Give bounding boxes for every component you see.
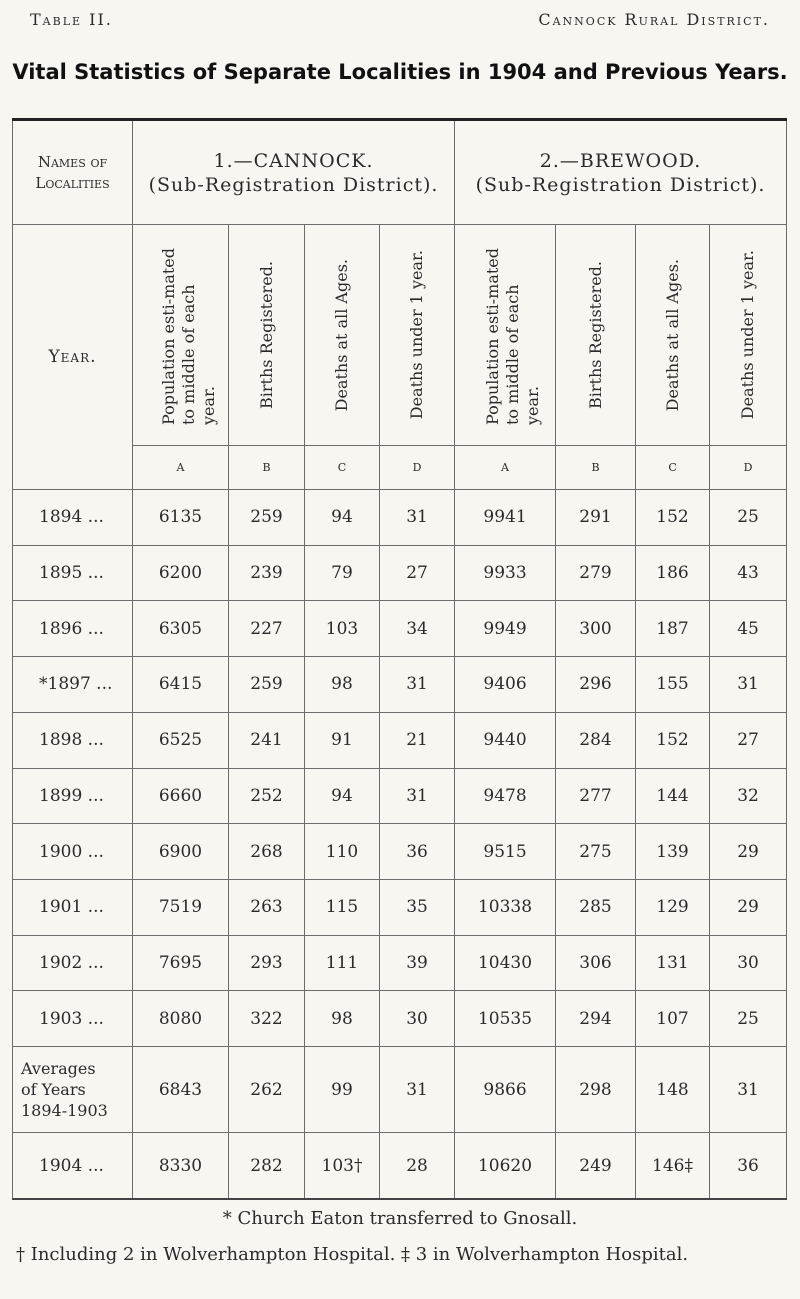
brewood-value-cell: 9440	[455, 712, 556, 768]
cannock-value-cell: 94	[305, 489, 380, 545]
year-1904-label: 1904 ...	[13, 1133, 133, 1199]
population-header: Population esti-mated to middle of each year.	[158, 247, 218, 425]
header-district-row	[13, 120, 787, 225]
district-header-brewood	[455, 120, 787, 225]
cannock-value-cell: 31	[380, 768, 455, 824]
vital-statistics-table	[12, 118, 787, 1200]
deaths-under-1-header: Deaths under 1 year.	[407, 250, 427, 420]
cannock-value-cell: 31	[380, 657, 455, 713]
cannock-value-cell: 79	[305, 545, 380, 601]
cannock-value-cell: 98	[305, 991, 380, 1047]
brewood-value-cell: 186	[636, 545, 710, 601]
brewood-value-cell: 30	[710, 935, 787, 991]
footnote-hospital: † Including 2 in Wolverhampton Hospital. ‡ 3 in Wolverhampton Hospital.	[16, 1244, 689, 1265]
brewood-value-cell: 29	[710, 879, 787, 935]
brewood-value-cell: 285	[556, 879, 636, 935]
cannock-value-cell: 91	[305, 712, 380, 768]
table-row	[13, 601, 787, 657]
year-1904-cell: 10620	[455, 1133, 556, 1199]
running-head-left: Table II.	[30, 10, 113, 29]
district-header-cannock	[133, 120, 455, 225]
brewood-value-cell: 31	[710, 657, 787, 713]
year-cell: 1899 ...	[13, 768, 133, 824]
brewood-value-cell: 10338	[455, 879, 556, 935]
cannock-value-cell: 263	[229, 879, 305, 935]
average-cell: 31	[710, 1047, 787, 1133]
table-row	[13, 657, 787, 713]
brewood-value-cell: 45	[710, 601, 787, 657]
brewood-value-cell: 25	[710, 489, 787, 545]
data-rows	[13, 489, 787, 1046]
brewood-value-cell: 9933	[455, 545, 556, 601]
average-cell: 6843	[133, 1047, 229, 1133]
running-head	[30, 10, 770, 29]
cannock-value-cell: 6305	[133, 601, 229, 657]
average-cell: 9866	[455, 1047, 556, 1133]
cannock-value-cell: 30	[380, 991, 455, 1047]
deaths-under-1-header: Deaths under 1 year.	[738, 250, 758, 420]
population-header: Population esti-mated to middle of each year.	[483, 247, 543, 425]
header-column-row	[13, 225, 787, 446]
year-1904-cell: 249	[556, 1133, 636, 1199]
column-letter: B	[229, 445, 305, 489]
column-header	[305, 225, 380, 446]
names-of-localities-label: Names of Localities	[35, 152, 110, 192]
brewood-value-cell: 294	[556, 991, 636, 1047]
cannock-value-cell: 6525	[133, 712, 229, 768]
deaths-all-ages-header: Deaths at all Ages.	[332, 258, 351, 412]
table-row	[13, 824, 787, 880]
cannock-value-cell: 239	[229, 545, 305, 601]
column-header	[636, 225, 710, 446]
cannock-value-cell: 36	[380, 824, 455, 880]
deaths-all-ages-header: Deaths at all Ages.	[662, 258, 682, 412]
year-cell: 1900 ...	[13, 824, 133, 880]
cannock-value-cell: 259	[229, 489, 305, 545]
brewood-value-cell: 27	[710, 712, 787, 768]
year-cell: 1896 ...	[13, 601, 133, 657]
column-letter: C	[305, 445, 380, 489]
brewood-value-cell: 187	[636, 601, 710, 657]
brewood-value-cell: 291	[556, 489, 636, 545]
averages-row	[13, 1047, 787, 1133]
district-name-cannock: 1.—CANNOCK.	[213, 149, 374, 172]
district-sub-brewood: (Sub-Registration District).	[475, 173, 766, 196]
brewood-value-cell: 306	[556, 935, 636, 991]
year-1904-cell: 282	[229, 1133, 305, 1199]
births-header: Births Registered.	[585, 260, 605, 409]
cannock-value-cell: 31	[380, 489, 455, 545]
cannock-value-cell: 227	[229, 601, 305, 657]
column-letter: C	[636, 445, 710, 489]
column-header	[710, 225, 787, 446]
cannock-value-cell: 94	[305, 768, 380, 824]
average-cell: 31	[380, 1047, 455, 1133]
cannock-value-cell: 7695	[133, 935, 229, 991]
brewood-value-cell: 9949	[455, 601, 556, 657]
brewood-value-cell: 32	[710, 768, 787, 824]
brewood-value-cell: 279	[556, 545, 636, 601]
column-letter: D	[710, 445, 787, 489]
brewood-value-cell: 9941	[455, 489, 556, 545]
column-header	[133, 225, 229, 446]
table-row	[13, 935, 787, 991]
averages-label-line: Averages	[21, 1059, 96, 1079]
table-row	[13, 991, 787, 1047]
brewood-value-cell: 277	[556, 768, 636, 824]
cannock-value-cell: 268	[229, 824, 305, 880]
brewood-value-cell: 275	[556, 824, 636, 880]
cannock-value-cell: 6415	[133, 657, 229, 713]
births-header: Births Registered.	[256, 260, 276, 409]
cannock-value-cell: 252	[229, 768, 305, 824]
year-1904-cell: 36	[710, 1133, 787, 1199]
brewood-value-cell: 284	[556, 712, 636, 768]
cannock-value-cell: 7519	[133, 879, 229, 935]
average-cell: 298	[556, 1047, 636, 1133]
average-cell: 99	[305, 1047, 380, 1133]
year-cell: 1901 ...	[13, 879, 133, 935]
year-1904-cell: 146‡	[636, 1133, 710, 1199]
brewood-value-cell: 131	[636, 935, 710, 991]
brewood-value-cell: 10430	[455, 935, 556, 991]
column-header	[380, 225, 455, 446]
year-cell: 1895 ...	[13, 545, 133, 601]
brewood-value-cell: 9515	[455, 824, 556, 880]
brewood-value-cell: 43	[710, 545, 787, 601]
year-cell: 1894 ...	[13, 489, 133, 545]
cannock-value-cell: 6135	[133, 489, 229, 545]
average-cell: 262	[229, 1047, 305, 1133]
year-1904-cell: 28	[380, 1133, 455, 1199]
cannock-value-cell: 21	[380, 712, 455, 768]
brewood-value-cell: 139	[636, 824, 710, 880]
brewood-value-cell: 129	[636, 879, 710, 935]
cannock-value-cell: 259	[229, 657, 305, 713]
cannock-value-cell: 6200	[133, 545, 229, 601]
cannock-value-cell: 35	[380, 879, 455, 935]
year-cell: *1897 ...	[13, 657, 133, 713]
cannock-value-cell: 34	[380, 601, 455, 657]
cannock-value-cell: 322	[229, 991, 305, 1047]
brewood-value-cell: 296	[556, 657, 636, 713]
brewood-value-cell: 152	[636, 712, 710, 768]
brewood-value-cell: 10535	[455, 991, 556, 1047]
table-row	[13, 545, 787, 601]
averages-label	[13, 1047, 133, 1133]
brewood-value-cell: 152	[636, 489, 710, 545]
column-header	[455, 225, 556, 446]
page-title: Vital Statistics of Separate Localities in 1904 and Previous Years.	[12, 60, 788, 84]
cannock-value-cell: 110	[305, 824, 380, 880]
cannock-value-cell: 293	[229, 935, 305, 991]
brewood-value-cell: 144	[636, 768, 710, 824]
column-letter: A	[133, 445, 229, 489]
brewood-value-cell: 107	[636, 991, 710, 1047]
column-header	[229, 225, 305, 446]
brewood-value-cell: 9406	[455, 657, 556, 713]
cannock-value-cell: 6660	[133, 768, 229, 824]
cannock-value-cell: 6900	[133, 824, 229, 880]
averages-label-line: of Years	[21, 1080, 86, 1100]
table-row	[13, 879, 787, 935]
cannock-value-cell: 98	[305, 657, 380, 713]
averages-label-line: 1894-1903	[21, 1101, 108, 1121]
column-header	[556, 225, 636, 446]
year-cell: 1898 ...	[13, 712, 133, 768]
year-cell: 1903 ...	[13, 991, 133, 1047]
brewood-value-cell: 155	[636, 657, 710, 713]
year-cell: 1902 ...	[13, 935, 133, 991]
running-head-right: Cannock Rural District.	[538, 10, 770, 29]
table-row	[13, 489, 787, 545]
brewood-value-cell: 300	[556, 601, 636, 657]
brewood-value-cell: 29	[710, 824, 787, 880]
footnote-church-eaton: * Church Eaton transferred to Gnosall.	[222, 1208, 578, 1229]
column-letter: D	[380, 445, 455, 489]
average-cell: 148	[636, 1047, 710, 1133]
table-row	[13, 712, 787, 768]
cannock-value-cell: 241	[229, 712, 305, 768]
year-1904-cell: 103†	[305, 1133, 380, 1199]
district-name-brewood: 2.—BREWOOD.	[539, 149, 702, 172]
year-1904-row	[13, 1133, 787, 1199]
cannock-value-cell: 8080	[133, 991, 229, 1047]
cannock-value-cell: 103	[305, 601, 380, 657]
year-header	[13, 225, 133, 490]
brewood-value-cell: 25	[710, 991, 787, 1047]
column-letter: A	[455, 445, 556, 489]
names-of-localities-header	[13, 120, 133, 225]
cannock-value-cell: 111	[305, 935, 380, 991]
brewood-value-cell: 9478	[455, 768, 556, 824]
cannock-value-cell: 39	[380, 935, 455, 991]
district-sub-cannock: (Sub-Registration District).	[148, 173, 439, 196]
cannock-value-cell: 27	[380, 545, 455, 601]
column-letter: B	[556, 445, 636, 489]
cannock-value-cell: 115	[305, 879, 380, 935]
table-row	[13, 768, 787, 824]
year-header-label: Year.	[48, 346, 97, 367]
year-1904-cell: 8330	[133, 1133, 229, 1199]
